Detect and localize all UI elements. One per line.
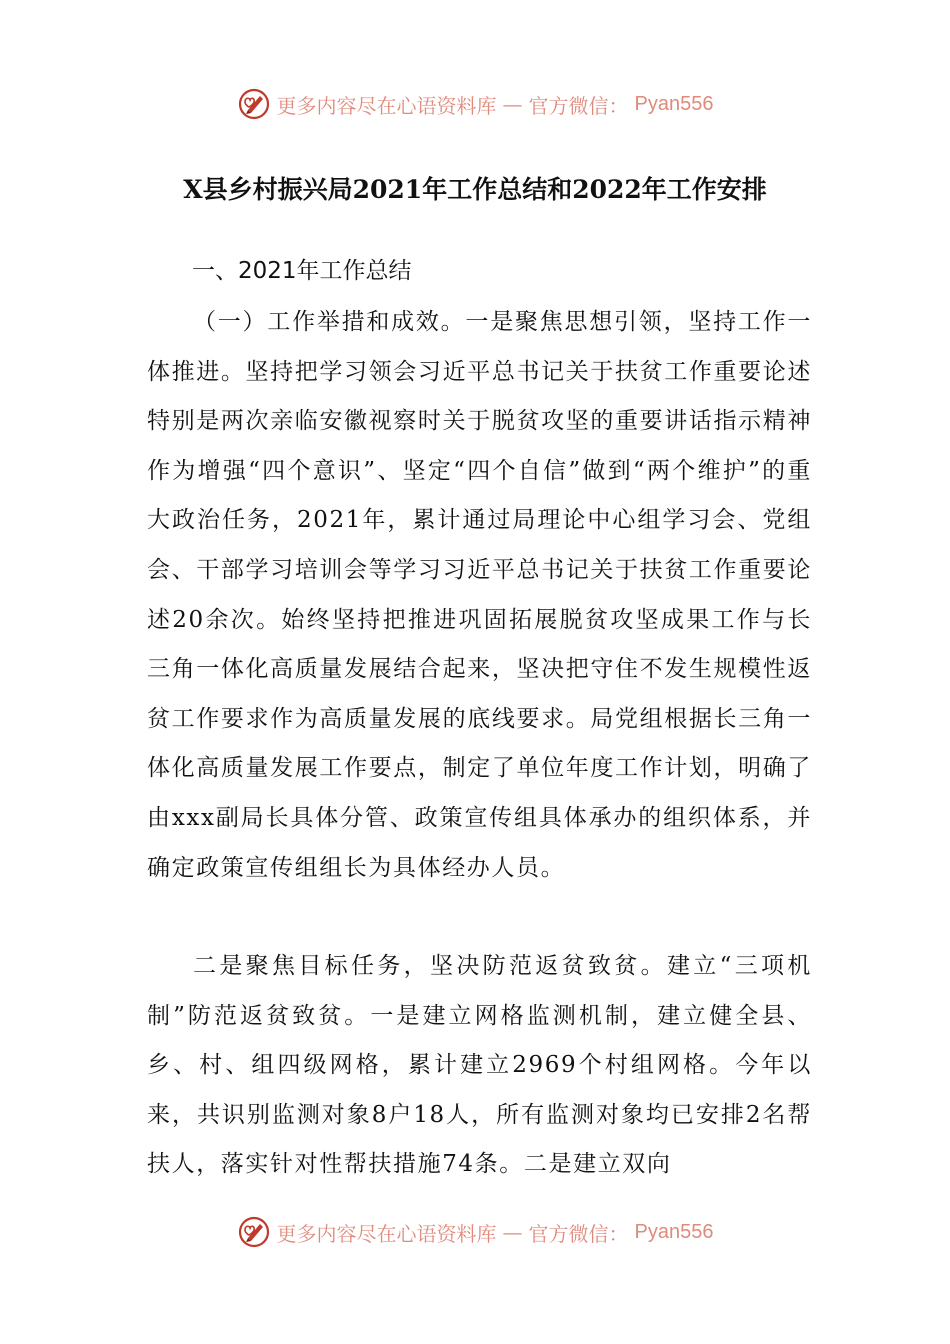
watermark-site-text: 更多内容尽在心语资料库: [276, 93, 497, 118]
paragraph-1: （一）工作举措和成效。一是聚焦思想引领，坚持工作一体推进。坚持把学习领会习近平总书记关于扶贫工作重要论述特别是两次亲临安徽视察时关于脱贫攻坚的重要讲话指示精神作为增强“四个意识”、坚定“四个自信”做到“两个维护”的重大政治任务，2021年，累计通过局理论中心组学习会、党组会、干部学习培训会等学习习近平总书记关于扶贫工作重要论述20余次。始终坚持把推进巩固拓展脱贫攻坚成果工作与长三角一体化高质量发展结合起来，坚决把守住不发生规模性返贫工作要求作为高质量发展的底线要求。局党组根据长三角一体化高质量发展工作要点，制定了单位年度工作计划，明确了由xxx副局长具体分管、政策宣传组具体承办的组织体系，并确定政策宣传组组长为具体经办人员。: [147, 309, 812, 881]
pen-heart-icon: [237, 87, 271, 121]
watermark-label: 官方微信：: [528, 93, 629, 118]
watermark-separator: —: [502, 92, 523, 116]
paragraph-2: 二是聚焦目标任务，坚决防范返贫致贫。建立“三项机制”防范返贫致贫。一是建立网格监测机制，建立健全县、乡、村、组四级网格，累计建立2969个村组网格。今年以来，共识别监测对象8户18人，所有监测对象均已安排2名帮扶人，落实针对性帮扶措施74条。二是建立双向: [147, 953, 812, 1178]
header-watermark: [0, 84, 950, 124]
watermark-site-text: 更多内容尽在心语资料库: [276, 1221, 497, 1246]
section-heading: 一、2021年工作总结: [192, 258, 412, 284]
footer-watermark: [0, 1212, 950, 1252]
watermark-id: Pyan556: [634, 92, 714, 115]
watermark-label: 官方微信：: [528, 1221, 629, 1246]
watermark-id: Pyan556: [634, 1220, 714, 1243]
document-title: X县乡村振兴局2021年工作总结和2022年工作安排: [183, 175, 767, 204]
pen-heart-icon: [237, 1215, 271, 1249]
watermark-separator: —: [502, 1220, 523, 1244]
